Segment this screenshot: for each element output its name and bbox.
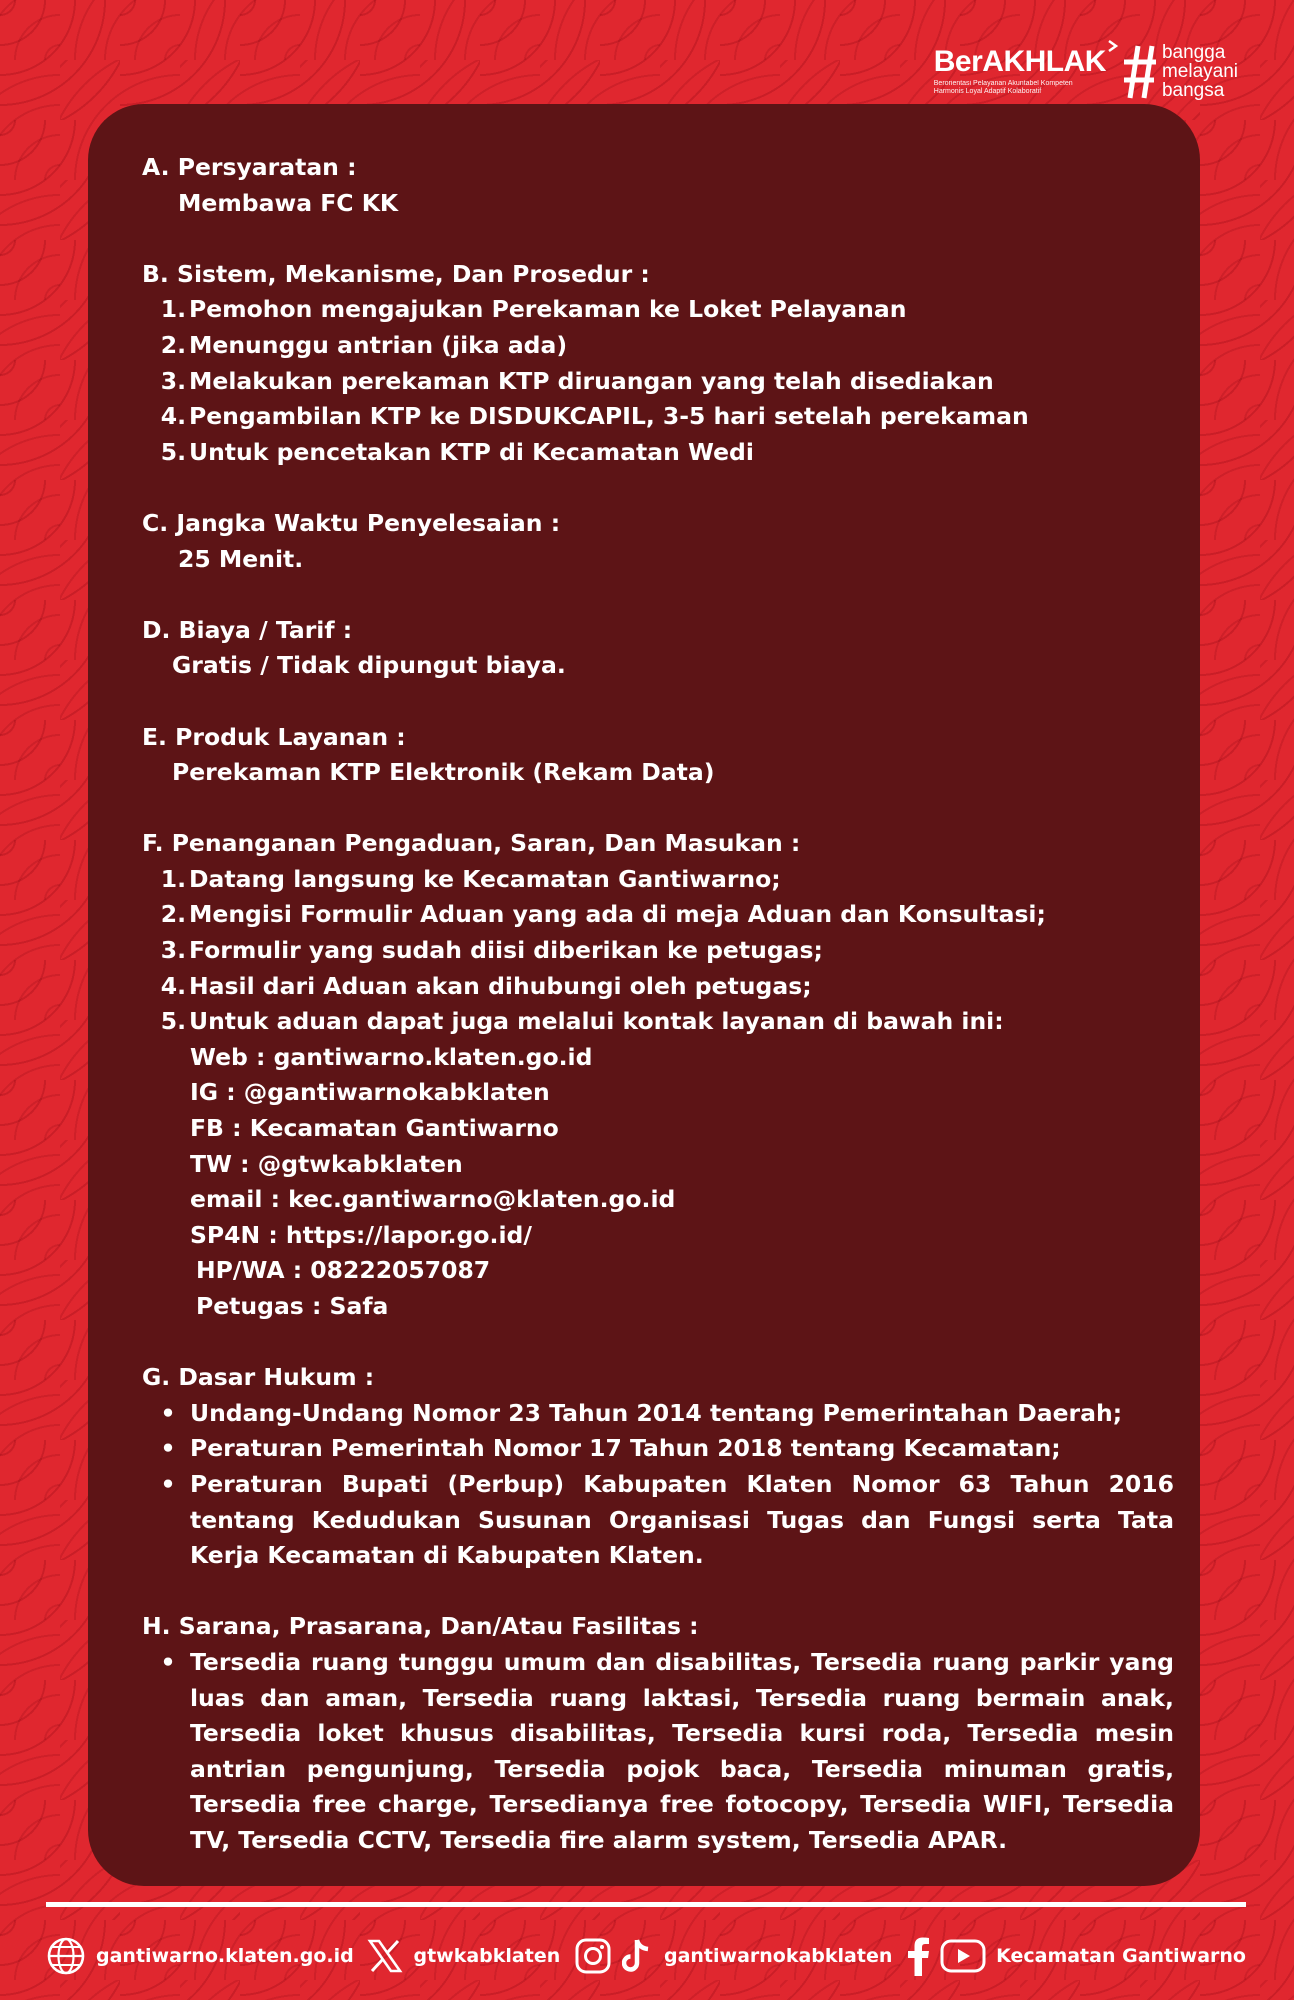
bangga-melayani-bangsa-logo [1122, 42, 1238, 100]
list-item [142, 969, 1174, 1005]
globe-icon [46, 1936, 86, 1976]
footer-divider [46, 1902, 1246, 1907]
section-g-list [142, 1396, 1174, 1574]
contact-instagram[interactable]: IG : @gantiwarnokabklaten [190, 1078, 550, 1107]
chevron-right-icon [1106, 39, 1120, 53]
section-c-title: C. Jangka Waktu Penyelesaian : [142, 508, 561, 537]
list-number: 2. [160, 330, 186, 359]
section-f-list [142, 862, 1174, 1040]
berakhlak-tagline-1: Berorientasi Pelayanan Akuntabel Kompeten [933, 79, 1073, 87]
contact-facebook[interactable]: FB : Kecamatan Gantiwarno [190, 1114, 559, 1143]
list-item [142, 364, 1174, 400]
list-text: Undang-Undang Nomor 23 Tahun 2014 tentang Pemerintahan Daerah; [190, 1398, 1123, 1427]
section-e-title: E. Produk Layanan : [142, 722, 406, 751]
bullet-icon: • [160, 1434, 176, 1463]
list-item [142, 862, 1174, 898]
list-text: Pemohon mengajukan Perekaman ke Loket Pelayanan [189, 295, 907, 324]
spacer [142, 221, 1174, 257]
section-h-title: H. Sarana, Prasarana, Dan/Atau Fasilitas : [142, 1612, 699, 1641]
list-number: 4. [160, 971, 186, 1000]
list-text: Tersedia ruang tunggu umum dan disabilitas, Tersedia ruang parkir yang luas dan aman, Tersedia ruang laktasi, Tersedia ruang bermain anak, Tersedia loket khusus disabilitas, Tersedia kursi roda, Tersedia mesin antrian pengunjung, Tersedia pojok baca, Tersedia minuman gratis, Tersedia free charge, Tersedianya free fotocopy, Tersedia WIFI, Tersedia TV, Tersedia CCTV, Tersedia fire alarm system, Tersedia APAR. [190, 1647, 1174, 1854]
list-text: Peraturan Bupati (Perbup) Kabupaten Klaten Nomor 63 Tahun 2016 tentang Kedudukan Susunan Organisasi Tugas dan Fungsi serta Tata Kerja Kecamatan di Kabupaten Klaten. [190, 1469, 1174, 1570]
berakhlak-logo [933, 44, 1106, 96]
hashtag-icon [1122, 42, 1158, 100]
header-logos [934, 36, 1238, 106]
list-item [142, 292, 1174, 328]
list-text: Untuk aduan dapat juga melalui kontak layanan di bawah ini: [189, 1007, 1004, 1036]
bullet-icon: • [160, 1398, 176, 1427]
list-item [142, 1396, 1174, 1432]
list-text: Untuk pencetakan KTP di Kecamatan Wedi [189, 437, 754, 466]
list-text: Hasil dari Aduan akan dihubungi oleh petugas; [189, 971, 812, 1000]
section-d-body: Gratis / Tidak dipungut biaya. [172, 651, 566, 680]
list-text: Datang langsung ke Kecamatan Gantiwarno; [189, 864, 781, 893]
list-text: Formulir yang sudah diisi diberikan ke petugas; [189, 936, 823, 965]
list-item [142, 1467, 1174, 1574]
fb-yt-name-text: Kecamatan Gantiwarno [996, 1945, 1246, 1967]
list-item [142, 435, 1174, 471]
list-number: 4. [160, 402, 186, 431]
website-text: gantiwarno.klaten.go.id [96, 1945, 354, 1967]
list-number: 1. [160, 864, 186, 893]
x-handle-text: gtwkabklaten [413, 1945, 561, 1967]
tiktok-icon [622, 1937, 654, 1975]
list-text: Peraturan Pemerintah Nomor 17 Tahun 2018 tentang Kecamatan; [190, 1434, 1061, 1463]
spacer [142, 470, 1174, 506]
ig-tiktok-handle-text: gantiwarnokabklaten [663, 1945, 893, 1967]
x-twitter-icon [367, 1938, 403, 1974]
list-item [142, 399, 1174, 435]
contact-officer: Petugas : Safa [196, 1292, 389, 1320]
list-text: Menunggu antrian (jika ada) [189, 330, 568, 359]
instagram-icon [574, 1937, 612, 1975]
hashtag-words [1162, 43, 1238, 100]
berakhlak-tagline [934, 80, 1073, 96]
section-e-body: Perekaman KTP Elektronik (Rekam Data) [172, 758, 715, 787]
footer-x[interactable] [367, 1938, 560, 1974]
section-h-list [142, 1645, 1174, 1859]
facebook-icon [906, 1936, 930, 1976]
section-d-title: D. Biaya / Tarif : [142, 615, 353, 644]
berakhlak-title: BerAKHLAK [933, 44, 1106, 78]
spacer [142, 1325, 1174, 1361]
list-text: Pengambilan KTP ke DISDUKCAPIL, 3-5 hari setelah perekaman [189, 402, 1029, 431]
bullet-icon: • [160, 1469, 176, 1498]
list-item [142, 897, 1174, 933]
list-item [142, 1004, 1174, 1040]
contact-sp4n[interactable]: SP4N : https://lapor.go.id/ [190, 1220, 532, 1249]
youtube-icon [940, 1938, 986, 1974]
section-a-title: A. Persyaratan : [142, 153, 357, 181]
hashtag-line-3: bangsa [1161, 79, 1225, 101]
list-number: 3. [160, 936, 186, 965]
spacer [142, 791, 1174, 827]
footer-website[interactable] [46, 1936, 354, 1976]
spacer [142, 577, 1174, 613]
spacer [142, 684, 1174, 720]
section-f-title: F. Penanganan Pengaduan, Saran, Dan Masukan : [142, 829, 801, 858]
section-b-list [142, 292, 1174, 470]
footer [46, 1934, 1246, 1978]
list-number: 2. [160, 900, 186, 929]
contact-web[interactable]: Web : gantiwarno.klaten.go.id [190, 1042, 593, 1071]
list-number: 5. [160, 437, 186, 466]
section-c-body: 25 Menit. [178, 544, 304, 573]
spacer [142, 1574, 1174, 1610]
list-number: 1. [160, 295, 186, 324]
contact-twitter[interactable]: TW : @gtwkabklaten [190, 1149, 463, 1178]
list-text: Melakukan perekaman KTP diruangan yang telah disediakan [189, 366, 994, 395]
footer-instagram-tiktok[interactable] [574, 1937, 892, 1975]
list-number: 3. [160, 366, 186, 395]
section-b-title: B. Sistem, Mekanisme, Dan Prosedur : [142, 259, 650, 288]
list-text: Mengisi Formulir Aduan yang ada di meja Aduan dan Konsultasi; [189, 900, 1046, 929]
service-info-content [142, 150, 1174, 1859]
contact-phone[interactable]: HP/WA : 08222057087 [196, 1256, 491, 1285]
list-item [142, 1645, 1174, 1859]
hashtag-line-2: melayani [1161, 60, 1238, 82]
berakhlak-tagline-2: Harmonis Loyal Adaptif Kolaboratif [933, 87, 1042, 95]
section-g-title: G. Dasar Hukum : [142, 1363, 375, 1392]
contact-email[interactable]: email : kec.gantiwarno@klaten.go.id [190, 1185, 676, 1214]
list-item [142, 933, 1174, 969]
hashtag-line-1: bangga [1161, 41, 1226, 63]
list-item [142, 328, 1174, 364]
bullet-icon: • [160, 1647, 176, 1676]
list-number: 5. [160, 1007, 186, 1036]
list-item [142, 1431, 1174, 1467]
footer-facebook-youtube[interactable] [906, 1936, 1246, 1976]
section-a-body: Membawa FC KK [178, 188, 399, 217]
